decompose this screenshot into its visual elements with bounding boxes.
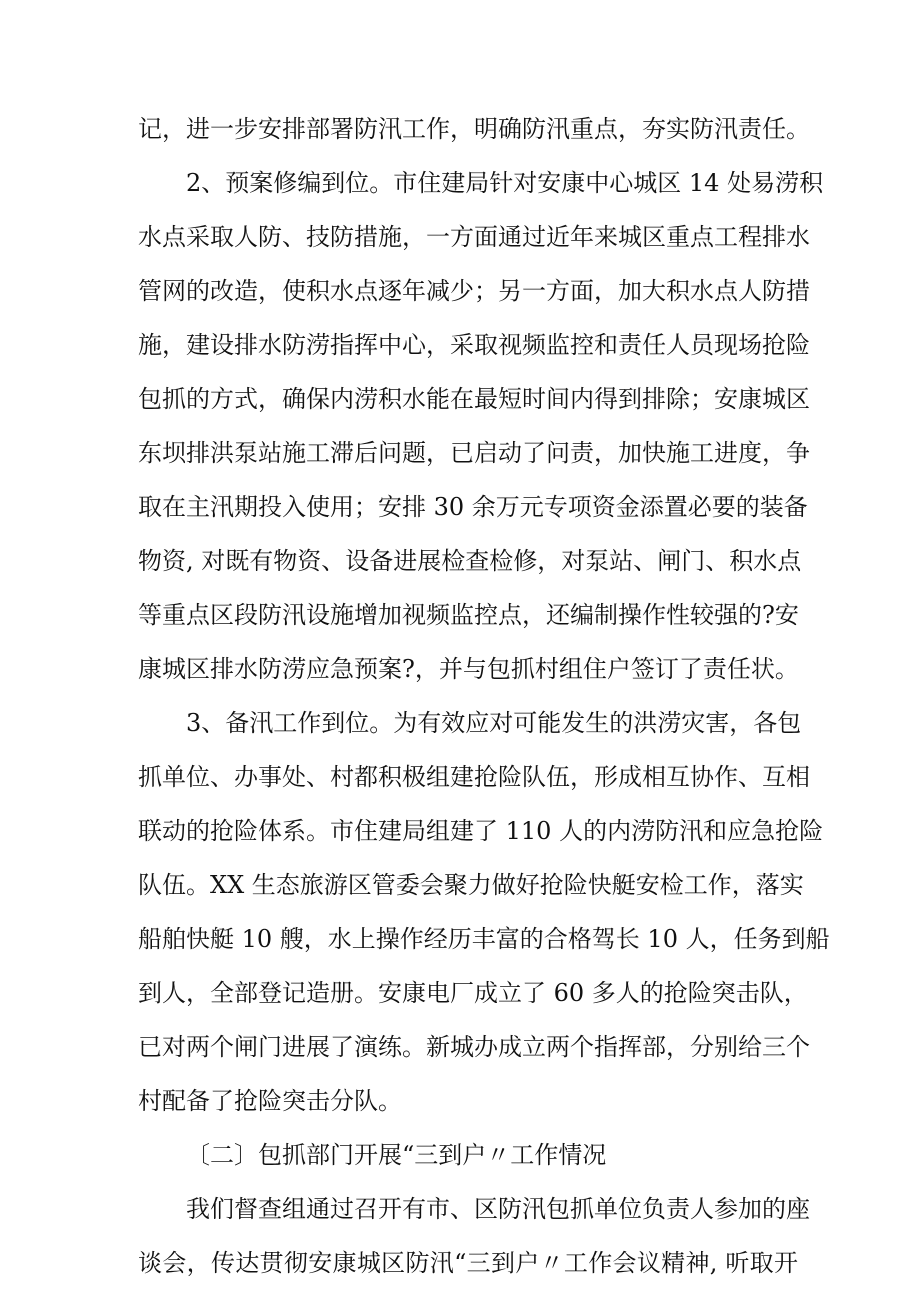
text-line: 到人，全部登记造册。安康电厂成立了 60 多人的抢险突击队， (138, 979, 808, 1007)
text-line: 康城区排水防涝应急预案?，并与包抓村组住户签订了责任状。 (138, 655, 799, 683)
text-line: 记，进一步安排部署防汛工作，明确防汛重点，夯实防汛责任。 (138, 115, 810, 143)
text-line: 包抓的方式，确保内涝积水能在最短时间内得到排除；安康城区 (138, 385, 810, 413)
section-heading: 〔二〕包抓部门开展“三到户〃工作情况 (186, 1141, 607, 1169)
text-line: 东坝排洪泵站施工滞后问题，已启动了问责，加快施工进度，争 (138, 439, 810, 467)
text-line: 3、备汛工作到位。为有效应对可能发生的洪涝灾害，各包 (186, 709, 802, 737)
text-line: 谈会，传达贯彻安康城区防汛“三到户〃工作会议精神, 听取开 (138, 1249, 798, 1277)
text-line: 2、预案修编到位。市住建局针对安康中心城区 14 处易涝积 (186, 169, 824, 197)
text-line: 船舶快艇 10 艘，水上操作经历丰富的合格驾长 10 人，任务到船 (138, 925, 830, 953)
text-line: 施，建设排水防涝指挥中心，采取视频监控和责任人员现场抢险 (138, 331, 810, 359)
text-line: 已对两个闸门进展了演练。新城办成立两个指挥部，分别给三个 (138, 1033, 810, 1061)
text-line: 物资, 对既有物资、设备进展检查检修，对泵站、闸门、积水点 (138, 547, 802, 575)
text-line: 等重点区段防汛设施增加视频监控点，还编制操作性较强的?安 (138, 601, 799, 629)
text-line: 队伍。XX 生态旅游区管委会聚力做好抢险快艇安检工作，落实 (138, 871, 804, 899)
text-line: 抓单位、办事处、村都积极组建抢险队伍，形成相互协作、互相 (138, 763, 810, 791)
text-line: 我们督查组通过召开有市、区防汛包抓单位负责人参加的座 (186, 1195, 810, 1223)
text-line: 村配备了抢险突击分队。 (138, 1087, 402, 1115)
text-line: 取在主汛期投入使用；安排 30 余万元专项资金添置必要的装备 (138, 493, 808, 521)
text-line: 联动的抢险体系。市住建局组建了 110 人的内涝防汛和应急抢险 (138, 817, 824, 845)
text-line: 管网的改造，使积水点逐年减少；另一方面，加大积水点人防措 (138, 277, 810, 305)
text-line: 水点采取人防、技防措施，一方面通过近年来城区重点工程排水 (138, 223, 810, 251)
